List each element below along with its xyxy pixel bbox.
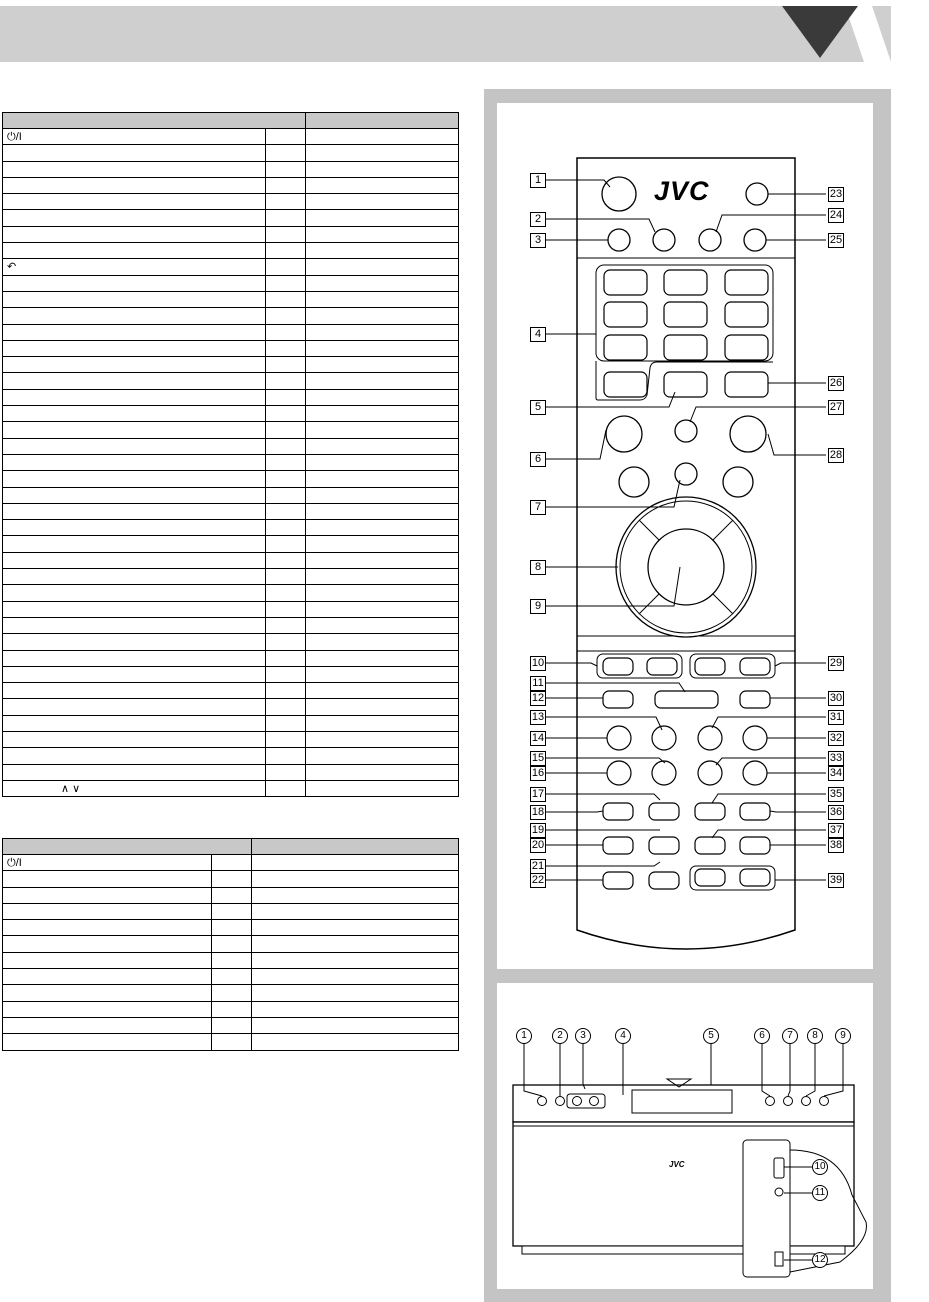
- dpad-enter-button[interactable]: [648, 529, 724, 605]
- remote-button-5[interactable]: [664, 372, 707, 397]
- callout-number-23: 23: [829, 188, 843, 200]
- unit-base: [522, 1246, 845, 1254]
- remote-round-button[interactable]: [607, 761, 631, 785]
- remote-round-button[interactable]: [698, 761, 722, 785]
- callout-number-9: 9: [530, 599, 546, 614]
- table-cell: ↶: [3, 259, 266, 275]
- numpad-key[interactable]: [664, 270, 707, 295]
- callout-number-18: 18: [531, 806, 545, 818]
- remote-button-39b[interactable]: [740, 869, 770, 886]
- table-cell: ⏻/I: [3, 855, 212, 871]
- callout-number-17: 17: [531, 788, 545, 800]
- callout-number-4: 4: [530, 327, 546, 342]
- remote-round-button[interactable]: [652, 761, 676, 785]
- callout-number-3: 3: [530, 233, 546, 248]
- remote-button-24[interactable]: [699, 229, 721, 251]
- callout-number-35: 35: [829, 788, 843, 800]
- unit-callout-5: 5: [703, 1028, 719, 1044]
- unit-callout-3: 3: [575, 1028, 591, 1044]
- unit-callout-6: 6: [754, 1028, 770, 1044]
- remote-small-button[interactable]: [740, 837, 770, 854]
- remote-button-26[interactable]: [725, 372, 768, 397]
- unit-button[interactable]: [573, 1097, 582, 1106]
- callout-number-33: 33: [829, 752, 843, 764]
- callout-number-7: 7: [530, 500, 546, 515]
- unit-brand-logo: JVC: [669, 1160, 685, 1169]
- callout-number-1: 1: [530, 173, 546, 188]
- audio-jack-icon: [775, 1188, 783, 1196]
- callout-number-15: 15: [531, 752, 545, 764]
- callout-number-16: 16: [531, 767, 545, 779]
- callout-number-19: 19: [531, 824, 545, 836]
- remote-button-10b[interactable]: [647, 658, 677, 675]
- remote-small-button[interactable]: [603, 803, 633, 820]
- unit-callout-line: [583, 1044, 585, 1089]
- numpad-key[interactable]: [604, 270, 647, 295]
- numpad-key[interactable]: [725, 335, 768, 360]
- table-cell: ∧ ∨: [3, 780, 266, 796]
- unit-callout-7: 7: [782, 1028, 798, 1044]
- numpad-key[interactable]: [604, 372, 647, 397]
- remote-round-button[interactable]: [607, 726, 631, 750]
- remote-button-25[interactable]: [744, 229, 766, 251]
- remote-brand-logo: JVC: [654, 176, 710, 206]
- unit-callout-8: 8: [807, 1028, 823, 1044]
- callout-number-34: 34: [829, 767, 843, 779]
- remote-small-button[interactable]: [649, 803, 679, 820]
- remote-small-button[interactable]: [649, 872, 679, 889]
- unit-callout-9: 9: [835, 1028, 851, 1044]
- remote-button-2[interactable]: [653, 229, 675, 251]
- remote-button-6b[interactable]: [619, 467, 649, 497]
- remote-button-28b[interactable]: [723, 467, 753, 497]
- callout-number-20: 20: [531, 839, 545, 851]
- unit-callout-2: 2: [552, 1028, 568, 1044]
- callout-number-21: 21: [531, 860, 545, 872]
- remote-round-button[interactable]: [698, 726, 722, 750]
- callout-number-6: 6: [530, 452, 546, 467]
- remote-button-30[interactable]: [740, 691, 770, 708]
- unit-button[interactable]: [590, 1097, 599, 1106]
- remote-button-3[interactable]: [608, 229, 630, 251]
- remote-button-29a[interactable]: [695, 658, 725, 675]
- remote-button-29b[interactable]: [740, 658, 770, 675]
- remote-power-button[interactable]: [602, 177, 636, 211]
- unit-button[interactable]: [556, 1097, 565, 1106]
- callout-number-25: 25: [829, 234, 843, 246]
- callout-number-8: 8: [530, 560, 546, 575]
- remote-button-27[interactable]: [675, 420, 697, 442]
- numpad-key[interactable]: [664, 335, 707, 360]
- unit-callout-1: 1: [516, 1028, 532, 1044]
- callout-number-13: 13: [531, 711, 545, 723]
- remote-small-button[interactable]: [649, 837, 679, 854]
- unit-button[interactable]: [820, 1097, 829, 1106]
- numpad-key[interactable]: [664, 302, 707, 327]
- unit-body: [513, 1122, 854, 1246]
- numpad-key[interactable]: [604, 302, 647, 327]
- unit-callout-11: 11: [812, 1185, 828, 1201]
- callout-number-27: 27: [829, 401, 843, 413]
- remote-button-10a[interactable]: [603, 658, 633, 675]
- disc-slot: [632, 1090, 732, 1113]
- callout-number-11: 11: [530, 676, 546, 691]
- remote-button-39a[interactable]: [695, 869, 725, 886]
- callout-number-12: 12: [531, 692, 545, 704]
- unit-callout-10: 10: [812, 1159, 828, 1175]
- numpad-key[interactable]: [604, 335, 647, 360]
- unit-button[interactable]: [766, 1097, 775, 1106]
- callout-number-31: 31: [829, 711, 843, 723]
- callout-number-24: 24: [829, 209, 843, 221]
- remote-button-28a[interactable]: [730, 416, 766, 452]
- callout-number-26: 26: [829, 377, 843, 389]
- slot-port-icon: [775, 1252, 783, 1266]
- table-cell: ⏻/I: [3, 129, 266, 145]
- callout-number-37: 37: [829, 824, 843, 836]
- unit-button[interactable]: [538, 1097, 547, 1106]
- callout-number-28: 28: [829, 449, 843, 461]
- remote-small-button[interactable]: [740, 803, 770, 820]
- callout-number-36: 36: [829, 806, 843, 818]
- remote-small-button[interactable]: [603, 837, 633, 854]
- remote-button-12[interactable]: [603, 691, 633, 708]
- usb-port-icon: [774, 1158, 784, 1178]
- remote-round-button[interactable]: [652, 726, 676, 750]
- remote-small-button[interactable]: [695, 803, 725, 820]
- callout-number-38: 38: [829, 839, 843, 851]
- unit-button[interactable]: [802, 1097, 811, 1106]
- unit-button[interactable]: [784, 1097, 793, 1106]
- remote-small-button[interactable]: [695, 837, 725, 854]
- remote-small-button[interactable]: [603, 872, 633, 889]
- callout-number-10: 10: [531, 657, 545, 669]
- numpad-key[interactable]: [725, 302, 768, 327]
- remote-button-6a[interactable]: [606, 416, 642, 452]
- callout-number-14: 14: [531, 732, 545, 744]
- remote-round-button[interactable]: [743, 761, 767, 785]
- numpad-key[interactable]: [725, 270, 768, 295]
- remote-round-button[interactable]: [743, 726, 767, 750]
- remote-button-7[interactable]: [675, 463, 697, 485]
- callout-number-5: 5: [530, 400, 546, 415]
- callout-number-22: 22: [531, 874, 545, 886]
- remote-button-11[interactable]: [655, 691, 718, 708]
- callout-number-39: 39: [829, 874, 843, 886]
- unit-callout-4: 4: [615, 1028, 631, 1044]
- unit-callout-12: 12: [812, 1252, 828, 1268]
- callout-number-32: 32: [829, 732, 843, 744]
- callout-number-30: 30: [829, 692, 843, 704]
- callout-number-2: 2: [530, 212, 546, 227]
- callout-number-29: 29: [829, 657, 843, 669]
- remote-button-23[interactable]: [746, 183, 768, 205]
